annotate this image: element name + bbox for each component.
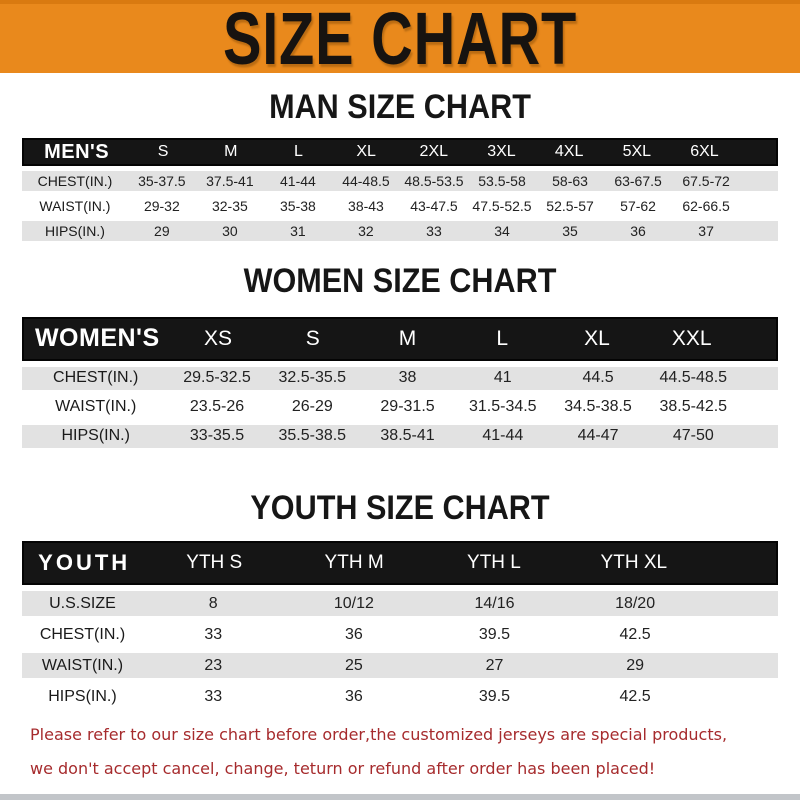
men-cell-value: 62-66.5 [682, 198, 730, 215]
youth-column-header: YTH S [186, 552, 243, 574]
men-cell-value: 34 [494, 223, 510, 240]
women-table-header-row [22, 317, 778, 361]
youth-table-row [22, 684, 778, 709]
men-column-header: XL [356, 143, 376, 161]
youth-table-row [22, 653, 778, 678]
men-cell-value: 52.5-57 [546, 198, 594, 215]
women-cell-value: 38 [398, 369, 417, 387]
youth-row-label: U.S.SIZE [49, 594, 116, 612]
women-table-row [22, 396, 778, 419]
youth-column-header: YTH M [324, 552, 384, 574]
youth-row-label: HIPS(IN.) [48, 687, 117, 705]
women-table-row [22, 367, 778, 390]
men-cell-value: 44-48.5 [342, 173, 390, 190]
women-row-label: HIPS(IN.) [61, 427, 130, 445]
men-column-header: L [293, 143, 303, 161]
women-cell-value: 23.5-26 [189, 398, 245, 416]
banner-title: SIZE CHART [222, 0, 578, 73]
women-cell-value: 47-50 [672, 427, 714, 445]
youth-cell-value: 39.5 [478, 687, 511, 705]
image-bottom-edge [0, 794, 800, 800]
footer-note-line-1: Please refer to our size chart before order,the customized jerseys are special products, [30, 725, 728, 745]
men-table-row [22, 196, 778, 216]
men-cell-value: 67.5-72 [682, 173, 730, 190]
men-table-row [22, 221, 778, 241]
youth-cell-value: 10/12 [333, 594, 374, 612]
youth-column-header: YTH L [467, 552, 521, 574]
youth-cell-value: 29 [626, 656, 644, 674]
women-cell-value: 38.5-41 [380, 427, 435, 445]
women-cell-value: 26-29 [291, 398, 333, 416]
men-cell-value: 48.5-53.5 [404, 173, 464, 190]
youth-table-title: YOUTH [38, 550, 131, 576]
youth-cell-value: 27 [485, 656, 504, 674]
women-cell-value: 34.5-38.5 [564, 398, 632, 416]
men-table-title: MEN'S [44, 140, 110, 163]
men-cell-value: 63-67.5 [614, 173, 662, 190]
women-column-header: M [398, 326, 417, 350]
youth-table-header-row [22, 541, 778, 585]
men-cell-value: 53.5-58 [478, 173, 526, 190]
youth-cell-value: 33 [204, 687, 223, 705]
women-cell-value: 31.5-34.5 [468, 398, 537, 416]
youth-cell-value: 14/16 [474, 594, 515, 612]
men-cell-value: 38-43 [348, 198, 384, 215]
youth-size-table [22, 541, 778, 709]
men-table-row [22, 171, 778, 191]
footer-note-line-2: we don't accept cancel, change, teturn or refund after order has been placed! [30, 759, 656, 779]
women-cell-value: 44-47 [577, 427, 619, 445]
men-cell-value: 43-47.5 [410, 198, 458, 215]
men-cell-value: 31 [290, 223, 306, 240]
men-column-header: 4XL [554, 143, 584, 161]
size-chart-banner [0, 0, 800, 73]
women-column-header: XS [203, 326, 232, 350]
women-section [0, 263, 800, 447]
women-table-title: WOMEN'S [34, 324, 160, 353]
men-column-header: 5XL [622, 143, 652, 161]
women-cell-value: 44.5 [582, 369, 614, 387]
men-cell-value: 29-32 [143, 198, 180, 215]
men-cell-value: 32-35 [211, 198, 248, 215]
men-cell-value: 29 [154, 223, 170, 240]
men-column-header: 3XL [487, 143, 516, 161]
youth-column-header: YTH XL [600, 552, 668, 574]
women-cell-value: 33-35.5 [189, 427, 245, 445]
youth-section [0, 490, 800, 709]
footer-note [30, 721, 800, 783]
youth-cell-value: 25 [344, 656, 363, 674]
youth-cell-value: 18/20 [615, 594, 656, 612]
youth-cell-value: 39.5 [478, 625, 511, 643]
men-column-header: S [157, 143, 169, 161]
youth-cell-value: 23 [204, 656, 223, 674]
women-cell-value: 38.5-42.5 [659, 398, 728, 416]
men-cell-value: 32 [358, 223, 374, 240]
men-cell-value: 35-37.5 [138, 173, 186, 190]
men-cell-value: 35 [562, 223, 578, 240]
women-cell-value: 29-31.5 [380, 398, 435, 416]
men-cell-value: 37 [698, 223, 714, 240]
men-cell-value: 36 [630, 223, 646, 240]
men-cell-value: 33 [426, 223, 442, 240]
women-row-label: WAIST(IN.) [55, 398, 137, 416]
women-cell-value: 29.5-32.5 [183, 369, 251, 387]
youth-row-label: CHEST(IN.) [39, 625, 126, 643]
youth-cell-value: 36 [344, 625, 363, 643]
men-row-label: CHEST(IN.) [37, 173, 113, 190]
youth-row-label: WAIST(IN.) [41, 656, 124, 674]
women-section-heading: WOMEN SIZE CHART [243, 262, 557, 301]
men-column-header: 2XL [419, 143, 449, 161]
women-cell-value: 41-44 [482, 427, 524, 445]
men-table-header-row [22, 138, 778, 166]
youth-cell-value: 33 [204, 625, 223, 643]
men-section [0, 89, 800, 241]
youth-cell-value: 36 [344, 687, 363, 705]
men-cell-value: 35-38 [280, 198, 316, 215]
men-cell-value: 37.5-41 [206, 173, 254, 190]
men-column-header: M [224, 143, 238, 161]
men-size-table [22, 138, 778, 241]
women-cell-value: 41 [493, 369, 512, 387]
men-column-header: 6XL [690, 143, 719, 161]
youth-table-row [22, 622, 778, 647]
women-column-header: S [305, 326, 320, 350]
women-cell-value: 44.5-48.5 [659, 369, 728, 387]
women-column-header: XXL [671, 326, 712, 350]
youth-cell-value: 8 [208, 594, 218, 612]
youth-cell-value: 42.5 [619, 625, 651, 643]
women-size-table [22, 317, 778, 448]
youth-cell-value: 42.5 [619, 687, 651, 705]
women-table-row [22, 425, 778, 448]
men-row-label: HIPS(IN.) [44, 223, 105, 240]
youth-table-row [22, 591, 778, 616]
men-cell-value: 41-44 [280, 173, 316, 190]
women-cell-value: 32.5-35.5 [278, 369, 347, 387]
men-cell-value: 58-63 [552, 173, 588, 190]
men-cell-value: 30 [222, 223, 238, 240]
women-row-label: CHEST(IN.) [53, 369, 139, 387]
women-column-header: XL [584, 326, 610, 350]
women-cell-value: 35.5-38.5 [278, 427, 347, 445]
men-cell-value: 47.5-52.5 [472, 198, 532, 215]
women-column-header: L [496, 326, 509, 350]
men-row-label: WAIST(IN.) [39, 198, 111, 215]
men-section-heading: MAN SIZE CHART [269, 88, 531, 126]
men-cell-value: 57-62 [620, 198, 656, 215]
youth-section-heading: YOUTH SIZE CHART [250, 488, 550, 527]
